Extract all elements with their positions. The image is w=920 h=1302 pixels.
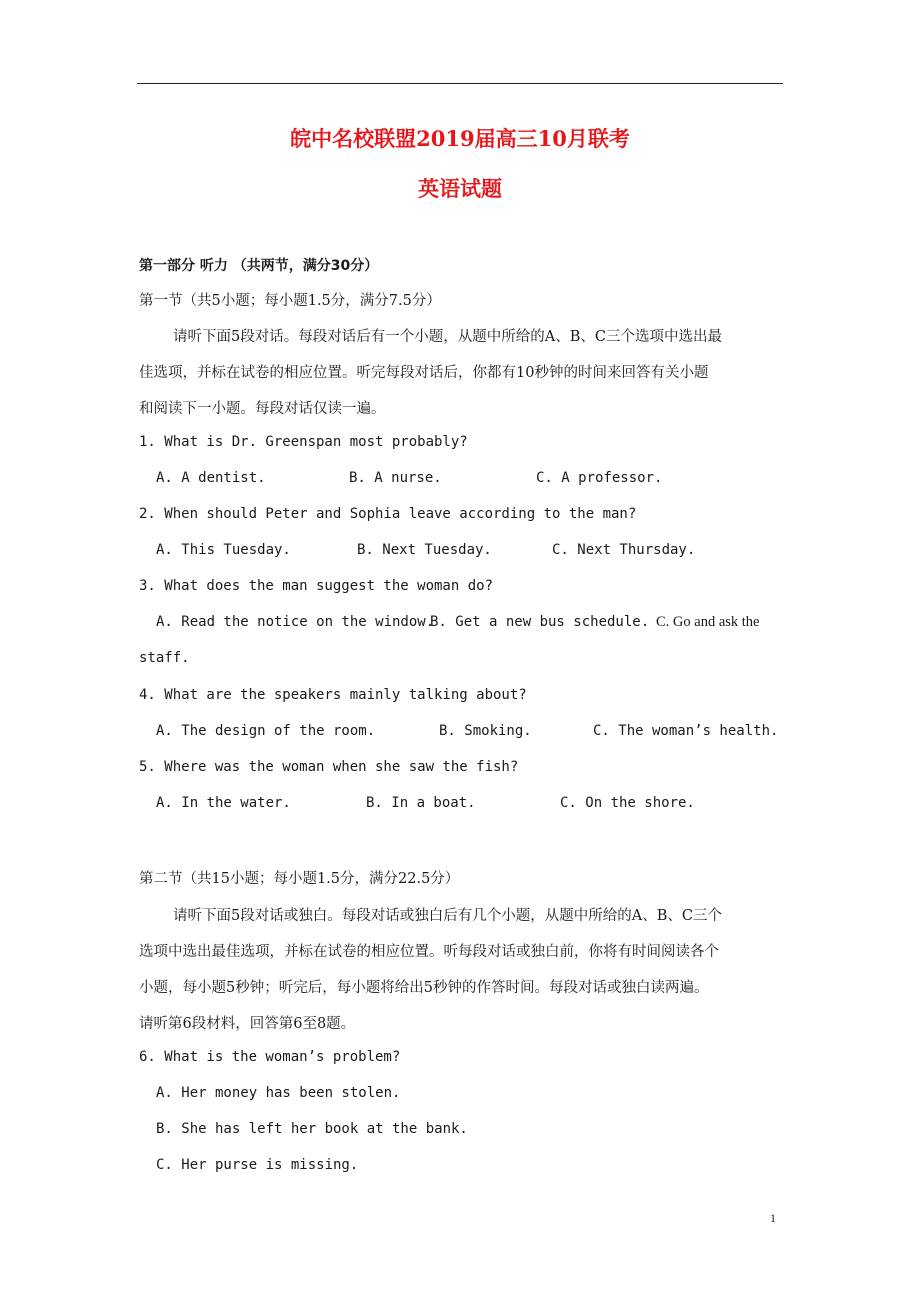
question-4-option-a: A. The design of the room.	[156, 723, 376, 739]
question-5-option-b: B. In a boat.	[366, 795, 476, 811]
section2-instruction-line: 请听下面5段对话或独白。每段对话或独白后有几个小题，从题中所给的A、B、C三个	[173, 908, 722, 924]
question-4-option-c: C. The woman’s health.	[593, 723, 779, 739]
section1-heading: 第一节（共5小题；每小题1.5分，满分7.5分）	[139, 293, 441, 309]
section2-instruction-line: 小题，每小题5秒钟；听完后，每小题将给出5秒钟的作答时间。每段对话或独白读两遍。	[139, 980, 709, 996]
question-1: 1. What is Dr. Greenspan most probably?	[139, 434, 468, 450]
question-4: 4. What are the speakers mainly talking about?	[139, 687, 527, 703]
question-2-option-c: C. Next Thursday.	[552, 542, 696, 558]
question-5-option-c: C. On the shore.	[560, 795, 695, 811]
header-rule	[137, 83, 783, 84]
question-3-option-b: B. Get a new bus schedule.	[430, 614, 650, 630]
question-1-option-a: A. A dentist.	[156, 470, 266, 486]
question-6-option-c: C. Her purse is missing.	[156, 1157, 359, 1173]
question-6-option-a: A. Her money has been stolen.	[156, 1085, 401, 1101]
question-1-option-c: C. A professor.	[536, 470, 663, 486]
question-1-option-b: B. A nurse.	[349, 470, 442, 486]
section1-instruction-line: 和阅读下一小题。每段对话仅读一遍。	[139, 401, 386, 417]
section2-instruction-line: 选项中选出最佳选项，并标在试卷的相应位置。听每段对话或独白前，你将有时间阅读各个	[139, 944, 719, 960]
question-3-option-c: C. Go and ask the	[656, 614, 760, 630]
question-2-option-b: B. Next Tuesday.	[357, 542, 492, 558]
page-number: 1	[770, 1211, 776, 1225]
question-2-option-a: A. This Tuesday.	[156, 542, 291, 558]
exam-subtitle: 英语试题	[418, 176, 502, 201]
question-5-option-a: A. In the water.	[156, 795, 291, 811]
section2-heading: 第二节（共15小题；每小题1.5分，满分22.5分）	[139, 871, 460, 887]
question-3-option-c-continued: staff.	[139, 650, 190, 666]
question-5: 5. Where was the woman when she saw the fish?	[139, 759, 519, 775]
question-4-option-b: B. Smoking.	[439, 723, 532, 739]
question-6-option-b: B. She has left her book at the bank.	[156, 1121, 468, 1137]
section1-instruction-line: 佳选项，并标在试卷的相应位置。听完每段对话后，你都有10秒钟的时间来回答有关小题	[139, 365, 709, 381]
question-6: 6. What is the woman’s problem?	[139, 1049, 401, 1065]
exam-title: 皖中名校联盟2019届高三10月联考	[290, 126, 630, 151]
question-2: 2. When should Peter and Sophia leave according to the man?	[139, 506, 637, 522]
question-3-option-a: A. Read the notice on the window.	[156, 614, 435, 630]
part1-heading: 第一部分 听力 （共两节，满分30分）	[139, 258, 379, 274]
section2-instruction-line: 请听第6段材料，回答第6至8题。	[139, 1016, 356, 1032]
question-3: 3. What does the man suggest the woman do?	[139, 578, 494, 594]
section1-instruction-line: 请听下面5段对话。每段对话后有一个小题，从题中所给的A、B、C三个选项中选出最	[173, 329, 722, 345]
